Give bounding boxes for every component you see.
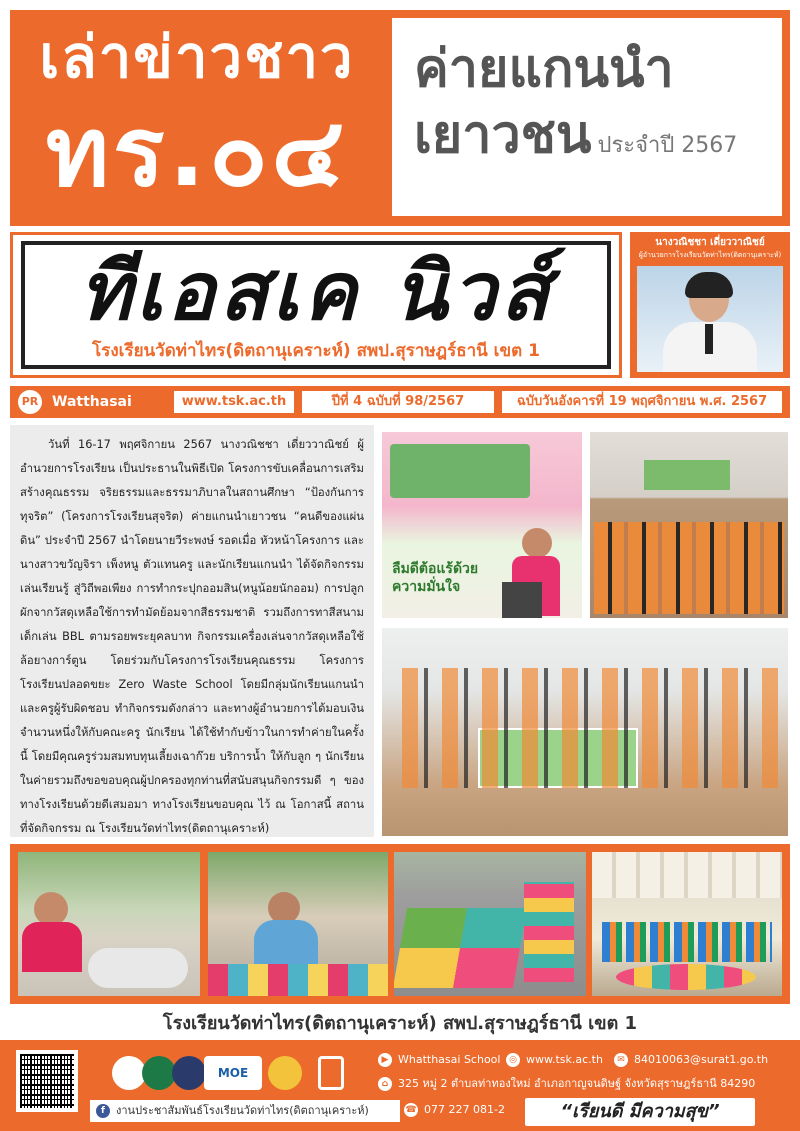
director-photo: [637, 266, 783, 372]
camp-title-box: [392, 18, 782, 216]
org-logo-icon: [268, 1056, 302, 1090]
obec-logo-icon: [172, 1056, 206, 1090]
article-text: วันที่ 16-17 พฤศจิกายน 2567 นางวณิชชา เดี่ยววาณิชย์ ผู้อำนวยการโรงเรียน เป็นประธานในพิธีเปิด โครงการขับเคลื่อนการเสริมสร้างคุณธรรม จริยธรรมและธรรมาภิบาลในสถานศึกษา “ป้องกันการทุจริต” (โครงการโรงเรียนสุจริต) ค่ายแกนนำเยาวชน “คนดีของแผ่นดิน” ประจำปี 2567 นำโดยนายวีระพงษ์ รอดเมื่อ หัวหน้าโครงการ และนางสาวขวัญจิรา เพ็งหนู ตัวแทนครู และนักเรียนแกนนำ ได้จัดกิจกรรมเล่นเรียนรู้ สู่วิถีพอเพียง การทำกระปุกออมสิน(หนูน้อยนักออม) การปลูกผักจากวัสดุเหลือใช้การทำมัดย้อมจากสีธรรมชาติ รวมถึงการทาสีสนามเด็กเล่น BBL ตามรอยพระยุคลบาท กิจกรรมเครื่องเล่นจากวัสดุเหลือใช้ล้อยางการ์ตูน โดยร่วมกับโครงการโรงเรียนคุณธรรม โครงการโรงเรียนปลอดขยะ Zero Waste School โดยมีกลุ่มนักเรียนแกนนำ และครูผู้รับผิดชอบ ทำกิจกรรมดังกล่าว และทางผู้อำนวยการได้มอบเงินจำนวนหนึ่งให้กับคณะครู นักเรียน ได้ใช้ทำกับข้าวในการทำค่ายในครั้งนี้ โดยมีคุณครูร่วมสมทบทุนเลี้ยงเฉาก๊วย บริการน้ำ ให้กับลูก ๆ นักเรียนในค่ายรวมถึงขอขอบคุณผู้ปกครองทุกท่านที่สนับสนุนกิจกรรมดี ๆ ของทางโรงเรียนด้วยดีเสมอมา ทางโรงเรียนขอบคุณ ไว้ ณ โอกาสนี้ สถานที่จัดกิจกรรม ณ โรงเรียนวัดท่าไทร(ดิตถานุเคราะห์): [20, 438, 364, 835]
issue-date: ฉบับวันอังคารที่ 19 พฤศจิกายน พ.ศ. 2567: [502, 391, 782, 413]
photo-painting-1: [18, 852, 200, 996]
pr-badge: PR: [18, 390, 42, 414]
photo-director-speech: [382, 432, 582, 618]
qr-code[interactable]: [16, 1050, 78, 1112]
footer-phone[interactable]: [404, 1102, 505, 1118]
footer-phone-text: 077 227 081-2: [424, 1103, 505, 1116]
footer-website[interactable]: [506, 1052, 603, 1068]
footer-email-text: 84010063@surat1.go.th: [634, 1053, 769, 1066]
moe-logo-icon: MOE: [204, 1056, 262, 1090]
school-name: โรงเรียนวัดท่าไทร(ดิตถานุเคราะห์) สพป.สุราษฎร์ธานี เขต 1: [92, 341, 540, 361]
title-line1: เล่าข่าวชาว: [39, 23, 355, 91]
youtube-icon: ▶: [378, 1053, 392, 1067]
newspaper-name: ทีเอสเค นิวส์: [78, 244, 554, 338]
title-line2: ทร.๐๔: [45, 96, 349, 208]
photo-painting-3: [394, 852, 586, 996]
youtube-channel[interactable]: [378, 1052, 500, 1068]
director-card: [630, 232, 790, 378]
facebook-icon: f: [96, 1104, 110, 1118]
camp-title-line2-text: เยาวชน: [414, 105, 592, 165]
pr-label: Watthasai: [52, 394, 132, 410]
school-footer-name: โรงเรียนวัดท่าไทร(ดิตถานุเคราะห์) สพป.สุราษฎร์ธานี เขต 1: [162, 1013, 638, 1034]
pr-logo-icon: [318, 1056, 344, 1090]
info-bar: [10, 386, 790, 418]
school-motto: “เรียนดี มีความสุข”: [525, 1098, 755, 1126]
director-name: นางวณิชชา เดี่ยววาณิชย์: [655, 237, 765, 248]
footer-email[interactable]: [614, 1052, 768, 1068]
article-panel: [10, 425, 374, 837]
camp-title-line2: [414, 102, 760, 179]
home-icon: ⌂: [378, 1077, 392, 1091]
masthead-inner: [21, 241, 611, 369]
issue-number: ปีที่ 4 ฉบับที่ 98/2567: [302, 391, 494, 413]
integrity-logo-icon: [142, 1056, 176, 1090]
photo-group: [382, 628, 788, 836]
photo-students-seated: [590, 432, 788, 618]
globe-icon: ◎: [506, 1053, 520, 1067]
youtube-text: Whatthasai School: [398, 1053, 501, 1066]
director-title: ผู้อำนวยการโรงเรียนวัดท่าไทร(ดิตถานุเคราะห์): [638, 251, 782, 259]
photo-painting-2: [208, 852, 388, 996]
phone-icon: ☎: [405, 1105, 417, 1115]
newsletter-title: [18, 18, 376, 218]
website-link[interactable]: www.tsk.ac.th: [174, 391, 294, 413]
mail-icon: ✉: [614, 1053, 628, 1067]
footer-address-text: 325 หมู่ 2 ตำบลท่าทองใหม่ อำเภอกาญจนดิษฐ์ จังหวัดสุราษฎร์ธานี 84290: [398, 1077, 756, 1090]
school-emblem-icon: [112, 1056, 146, 1090]
bottom-photo-strip: [10, 844, 790, 1004]
facebook-text: งานประชาสัมพันธ์โรงเรียนวัดท่าไทร(ดิตถานุเคราะห์): [116, 1104, 369, 1117]
footer-website-text: www.tsk.ac.th: [526, 1053, 603, 1066]
banner-text: ลืมดีต้อแร้ด้วยความมั่นใจ: [392, 561, 479, 595]
photo-group-outdoor: [592, 852, 782, 996]
masthead: [10, 232, 622, 378]
footer: [0, 1040, 800, 1131]
camp-year: ประจำปี 2567: [597, 133, 738, 158]
facebook-page[interactable]: [90, 1100, 400, 1122]
footer-address: [378, 1076, 755, 1092]
camp-title-line1: ค่ายแกนนำ: [414, 39, 674, 99]
